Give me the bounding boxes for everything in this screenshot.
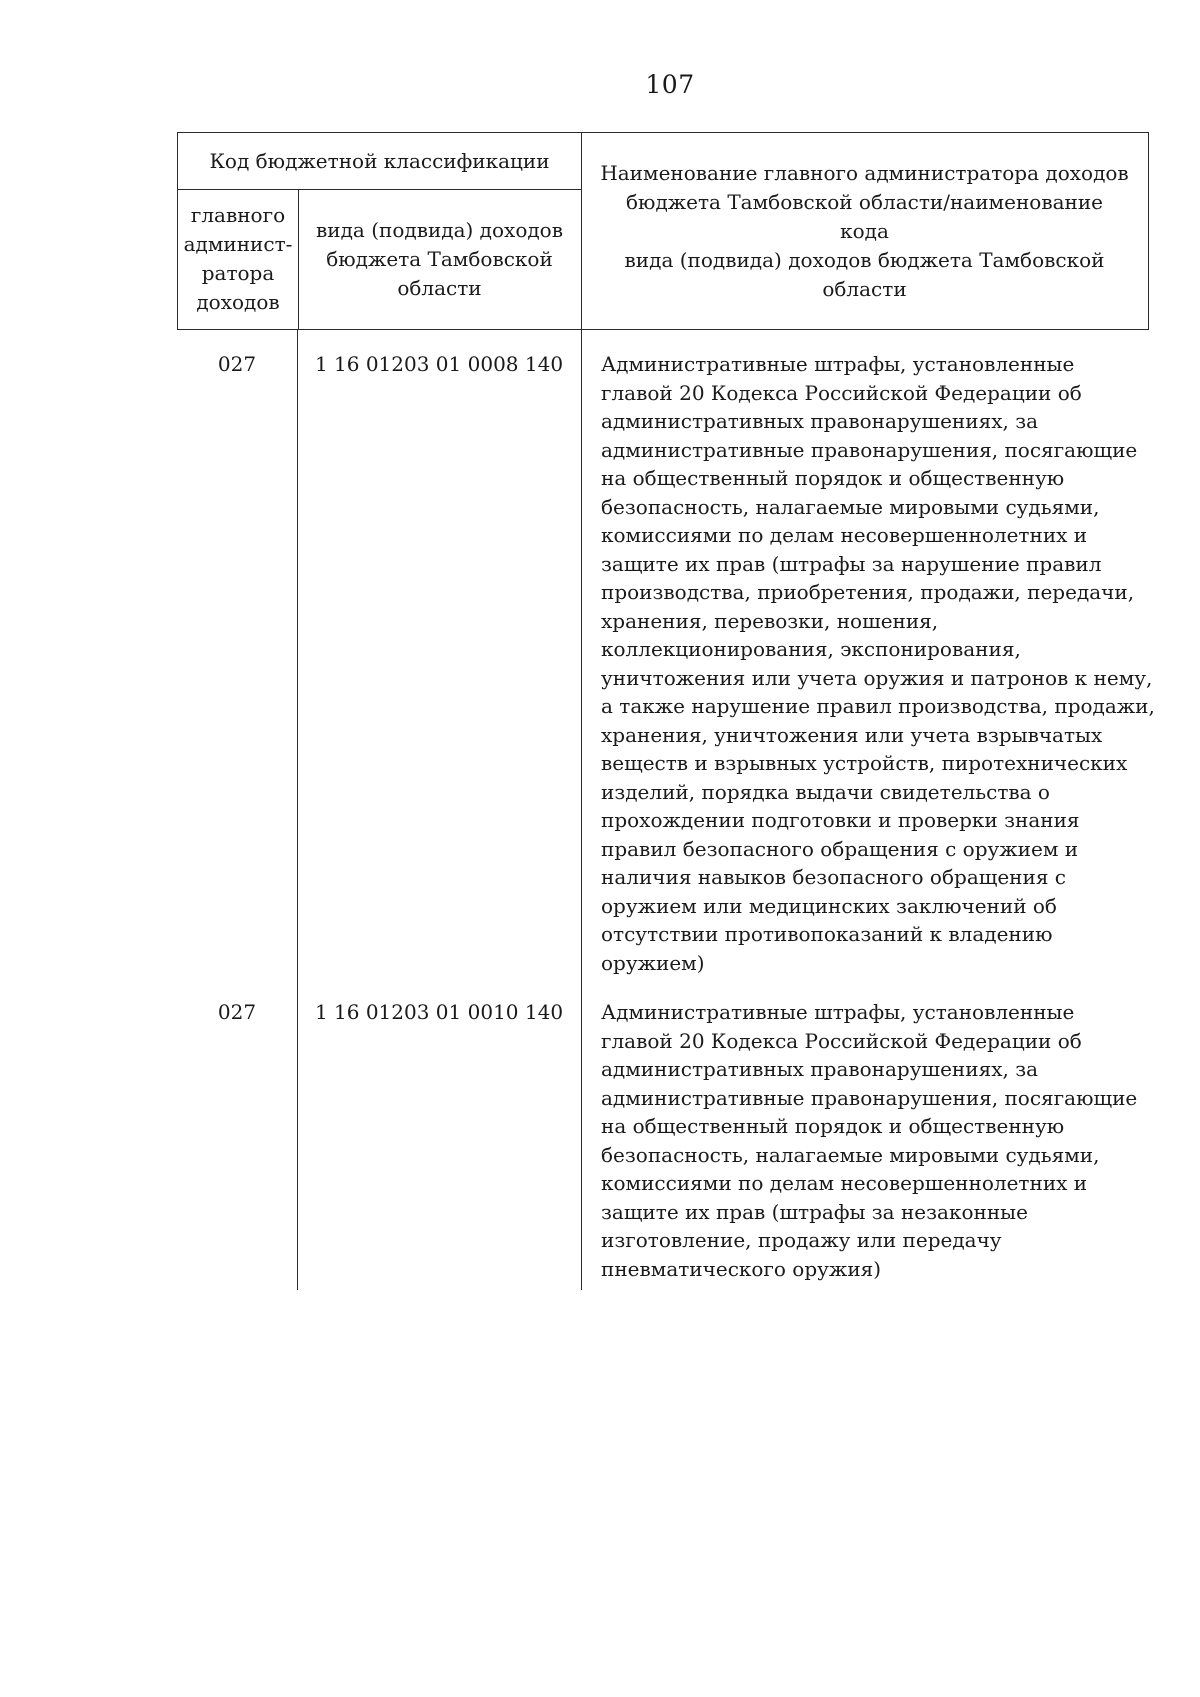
description-line: хранения, уничтожения или учета взрывчатых	[601, 722, 1103, 747]
header-line: области	[822, 276, 907, 301]
description-line: административных правонарушениях, за	[601, 1057, 1039, 1081]
description-line: изготовление, продажу или передачу	[601, 1228, 1002, 1252]
header-line: ратора	[201, 261, 275, 285]
description-line: комиссиями по делам несовершеннолетних и	[601, 523, 1088, 547]
header-line: главного	[190, 203, 286, 227]
header-line: доходов	[196, 290, 280, 314]
header-line: вида (подвида) доходов	[316, 217, 563, 242]
description-line: защите их прав (штрафы за незаконные	[601, 1199, 1028, 1224]
description-line: наличия навыков безопасного обращения с	[601, 865, 1067, 889]
description-line: пневматического оружия)	[601, 1256, 882, 1281]
header-line: области	[397, 275, 482, 300]
description	[601, 350, 1155, 977]
column-divider	[297, 330, 298, 1290]
header-income-type	[298, 189, 581, 329]
header-line: бюджета Тамбовской	[326, 246, 553, 271]
description-line: отсутствии противопоказаний к владению	[601, 922, 1053, 946]
header-administrator	[178, 189, 298, 329]
header-name	[581, 133, 1148, 329]
description-line: изделий, порядка выдачи свидетельства о	[601, 779, 1050, 804]
income-code: 1 16 01203 01 0010 140	[314, 1000, 564, 1024]
description-line: уничтожения или учета оружия и патронов к нему,	[601, 665, 1153, 690]
description-line: на общественный порядок и общественную	[601, 466, 1065, 490]
header-line: админист-	[183, 232, 293, 256]
description-line: правил безопасного обращения с оружием и	[601, 836, 1079, 861]
description-line: хранения, перевозки, ношения,	[601, 608, 939, 633]
description-line: оружием)	[601, 950, 705, 975]
table-header	[177, 132, 1149, 330]
income-code: 1 16 01203 01 0008 140	[314, 352, 564, 376]
description-line: комиссиями по делам несовершеннолетних и	[601, 1171, 1088, 1195]
description-line: административные правонарушения, посягающие	[601, 437, 1138, 462]
header-line: Наименование главного администратора доходов	[600, 160, 1129, 185]
column-divider	[581, 330, 582, 1290]
description-line: административных правонарушениях, за	[601, 409, 1039, 433]
header-kbk-group: Код бюджетной классификации	[209, 148, 550, 173]
description-line: а также нарушение правил производства, продажи,	[601, 694, 1155, 718]
header-line: вида (подвида) доходов бюджета Тамбовской	[624, 247, 1105, 272]
description-line: прохождении подготовки и проверки знания	[601, 808, 1080, 832]
description-line: административные правонарушения, посягающие	[601, 1085, 1138, 1110]
description-line: защите их прав (штрафы за нарушение правил	[601, 551, 1102, 576]
description-line: веществ и взрывных устройств, пиротехнических	[601, 751, 1128, 775]
description-line: производства, приобретения, продажи, передачи,	[601, 580, 1135, 604]
header-line: бюджета Тамбовской области/наименование кода	[625, 189, 1103, 243]
description-line: оружием или медицинских заключений об	[601, 893, 1057, 918]
description-line: на общественный порядок и общественную	[601, 1114, 1065, 1138]
description-line: главой 20 Кодекса Российской Федерации об	[601, 1028, 1082, 1053]
description-line: безопасность, налагаемые мировыми судьями,	[601, 494, 1100, 519]
administrator-code: 027	[217, 352, 257, 376]
description-line: главой 20 Кодекса Российской Федерации об	[601, 380, 1082, 405]
description-line: Административные штрафы, установленные	[601, 352, 1075, 376]
description-line: безопасность, налагаемые мировыми судьями,	[601, 1142, 1100, 1167]
page-number: 107	[645, 70, 695, 99]
administrator-code: 027	[217, 1000, 257, 1024]
description-line: коллекционирования, экспонирования,	[601, 637, 1021, 661]
description	[601, 998, 1141, 1283]
description-line: Административные штрафы, установленные	[601, 1000, 1075, 1024]
